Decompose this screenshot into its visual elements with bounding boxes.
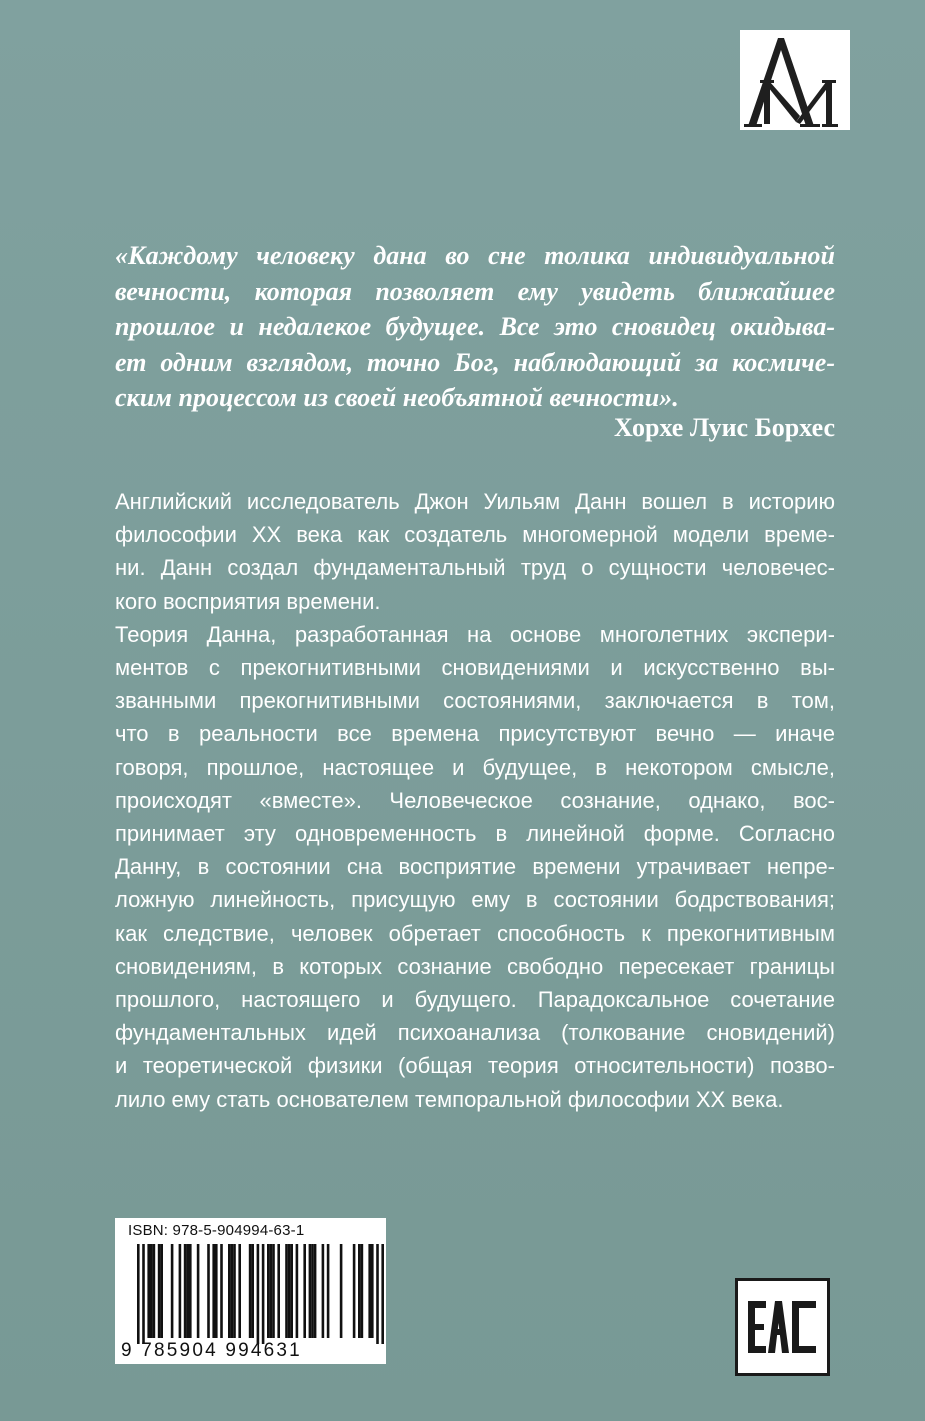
quote-line: вечности, которая позволяет ему увидеть ближайшее	[115, 276, 835, 306]
barcode-bar	[207, 1244, 210, 1338]
barcode-bar	[233, 1244, 236, 1338]
barcode-bar	[184, 1244, 187, 1338]
barcode-bar	[270, 1244, 273, 1338]
barcode-bar	[285, 1244, 288, 1338]
barcode-bar	[381, 1244, 384, 1344]
barcode-bar	[228, 1244, 231, 1338]
barcode-bar	[249, 1244, 252, 1338]
barcode-bar	[322, 1244, 325, 1338]
barcode-bar	[171, 1244, 174, 1338]
quote-line: «Каждому человеку дана во сне толика индивидуальной	[115, 241, 835, 270]
description-line: как следствие, человек обретает способность к прекогнитивным	[115, 920, 835, 946]
description-line: сновидениям, в которых сознание свободно пересекает границы	[115, 953, 835, 979]
barcode-bar	[179, 1244, 182, 1338]
barcode-bar	[160, 1244, 163, 1338]
description-line: ложную линейность, присущую ему в состоянии бодрствования;	[115, 887, 835, 913]
barcode-bar	[153, 1244, 156, 1338]
eac-certification-mark	[735, 1278, 830, 1376]
barcode-bar	[212, 1244, 215, 1338]
epigraph-quote	[115, 238, 835, 416]
isbn-label: ISBN: 978-5-904994-63-1	[128, 1222, 305, 1239]
description-line: говоря, прошлое, настоящее и будущее, в некотором смысле,	[115, 754, 835, 780]
description-line: Английский исследователь Джон Уильям Данн вошел в историю	[115, 489, 835, 514]
description-line: что в реальности все времена присутствуют вечно — иначе	[115, 721, 835, 747]
barcode-bar	[358, 1244, 361, 1338]
barcode-bar	[231, 1244, 234, 1338]
description-line: прошлого, настоящего и будущего. Парадоксальное сочетание	[115, 987, 835, 1013]
barcode-bar	[267, 1244, 270, 1338]
description-line: происходят «вместе». Человеческое сознание, однако, вос-	[115, 787, 835, 813]
barcode-bar	[189, 1244, 192, 1338]
quote-author: Хорхе Луис Борхес	[614, 413, 835, 442]
barcode-bar	[314, 1244, 317, 1338]
barcode-bar	[376, 1244, 379, 1344]
description-line: фундаментальных идей психоанализа (толкование сновидений)	[115, 1020, 835, 1046]
barcode-bar	[251, 1244, 254, 1338]
description-line: лило ему стать основателем темпоральной философии XX века.	[115, 1086, 784, 1112]
barcode-bar	[215, 1244, 218, 1338]
description-line: ни. Данн создал фундаментальный труд о сущности человечес-	[115, 555, 835, 581]
description-line: кого восприятия времени.	[115, 588, 381, 614]
barcode-bar	[142, 1244, 145, 1344]
barcode-bar	[353, 1244, 356, 1338]
barcode-bar	[309, 1244, 312, 1338]
barcode-bar	[361, 1244, 364, 1338]
barcode-bar	[296, 1244, 299, 1338]
barcode-bar	[368, 1244, 371, 1338]
publisher-monogram-icon	[740, 32, 850, 130]
barcode-bar	[257, 1244, 260, 1344]
barcode-bar	[327, 1244, 330, 1338]
barcode-bar	[272, 1244, 275, 1338]
barcode-bar	[137, 1244, 140, 1344]
description-line: Данну, в состоянии сна восприятие времени утрачивает непре-	[115, 854, 835, 880]
description-line: званными прекогнитивными состояниями, заключается в том,	[115, 688, 835, 714]
barcode-bar	[147, 1244, 150, 1338]
barcode-bar	[290, 1244, 293, 1338]
barcode-digits: 9 785904 994631	[121, 1340, 302, 1361]
barcode-bar	[311, 1244, 314, 1338]
description-line: Теория Данна, разработанная на основе многолетних экспери-	[115, 621, 835, 647]
eac-mark-icon	[738, 1281, 827, 1373]
barcode-bar	[197, 1244, 200, 1338]
barcode-bar	[150, 1244, 153, 1338]
description-line: принимает эту одновременность в линейной форме. Согласно	[115, 821, 835, 847]
barcode-bar	[288, 1244, 291, 1338]
quote-line: ским процессом из своей необъятной вечности».	[115, 383, 679, 412]
barcode-bar	[220, 1244, 223, 1338]
description-line: и теоретической физики (общая теория относительности) позво-	[115, 1053, 835, 1079]
barcode-bar	[186, 1244, 189, 1338]
barcode-bar	[238, 1244, 241, 1338]
quote-line: прошлое и недалекое будущее. Все это сновидец окидыва-	[115, 312, 835, 341]
barcode-bar	[262, 1244, 265, 1344]
description-line: философии XX века как создатель многомерной модели време-	[115, 522, 835, 548]
quote-line: ет одним взглядом, точно Бог, наблюдающий за космиче-	[115, 347, 835, 377]
barcode-bar	[303, 1244, 306, 1338]
isbn-barcode	[115, 1218, 386, 1364]
book-description	[115, 485, 835, 1116]
barcode-bar	[158, 1244, 161, 1338]
barcode-bar	[371, 1244, 374, 1338]
description-line: ментов с прекогнитивными сновидениями и искусственно вы-	[115, 655, 835, 681]
barcode-bar	[340, 1244, 343, 1338]
publisher-logo	[740, 30, 850, 130]
barcode-bar	[277, 1244, 280, 1338]
